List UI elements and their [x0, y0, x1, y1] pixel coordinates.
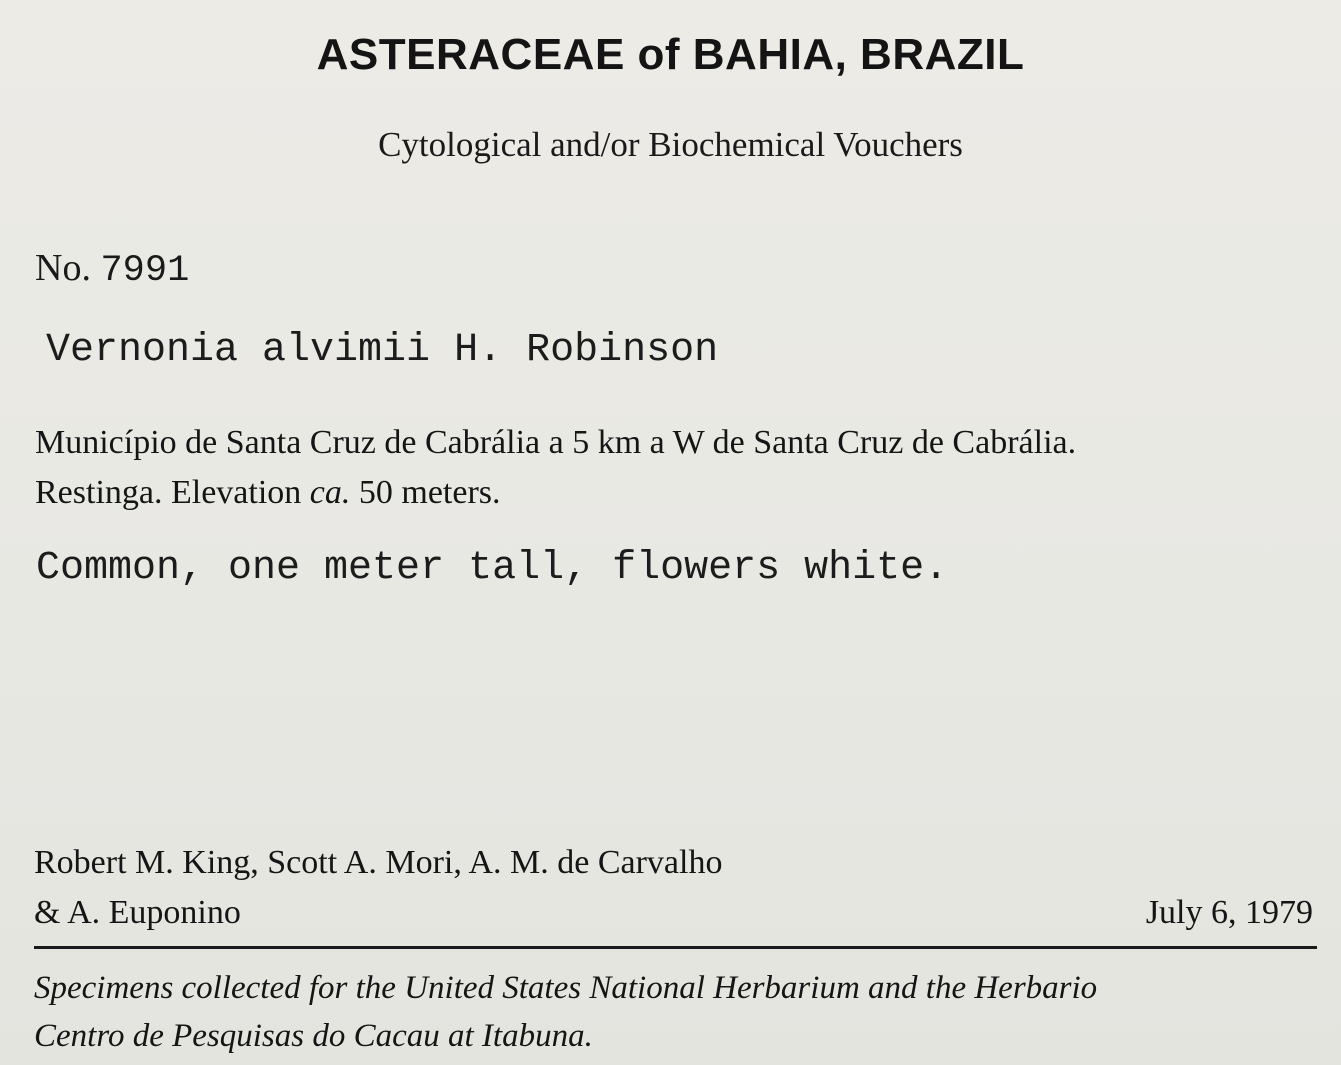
voucher-number-value: 7991 [100, 250, 190, 292]
footer-line-2: Centro de Pesquisas do Cacau at Itabuna. [34, 1018, 593, 1054]
collectors-line-1: Robert M. King, Scott A. Mori, A. M. de Carvalho [34, 844, 723, 881]
collectors-line-2: & A. Euponino [34, 894, 241, 931]
locality-text [35, 418, 1325, 518]
elevation-value: 50 meters. [358, 474, 501, 511]
divider-rule [34, 946, 1317, 949]
collectors [34, 838, 722, 938]
species-name: Vernonia alvimii H. Robinson [46, 328, 719, 373]
locality-line-1: Município de Santa Cruz de Cabrália a 5 km a W de Santa Cruz de Cabrália. [35, 424, 1077, 461]
habitat-elevation-label: Restinga. Elevation [35, 474, 302, 511]
locality-line-2 [35, 468, 1325, 518]
voucher-number [35, 246, 189, 292]
label-title: ASTERACEAE of BAHIA, BRAZIL [316, 30, 1025, 79]
collection-date: July 6, 1979 [1145, 894, 1313, 931]
footer-note [34, 964, 1324, 1060]
circa-abbrev: ca. [309, 474, 351, 511]
field-notes: Common, one meter tall, flowers white. [36, 546, 949, 591]
voucher-number-label: No. [35, 247, 91, 289]
footer-line-1: Specimens collected for the United States National Herbarium and the Herbario [34, 970, 1098, 1006]
label-subtitle: Cytological and/or Biochemical Vouchers [378, 125, 963, 164]
